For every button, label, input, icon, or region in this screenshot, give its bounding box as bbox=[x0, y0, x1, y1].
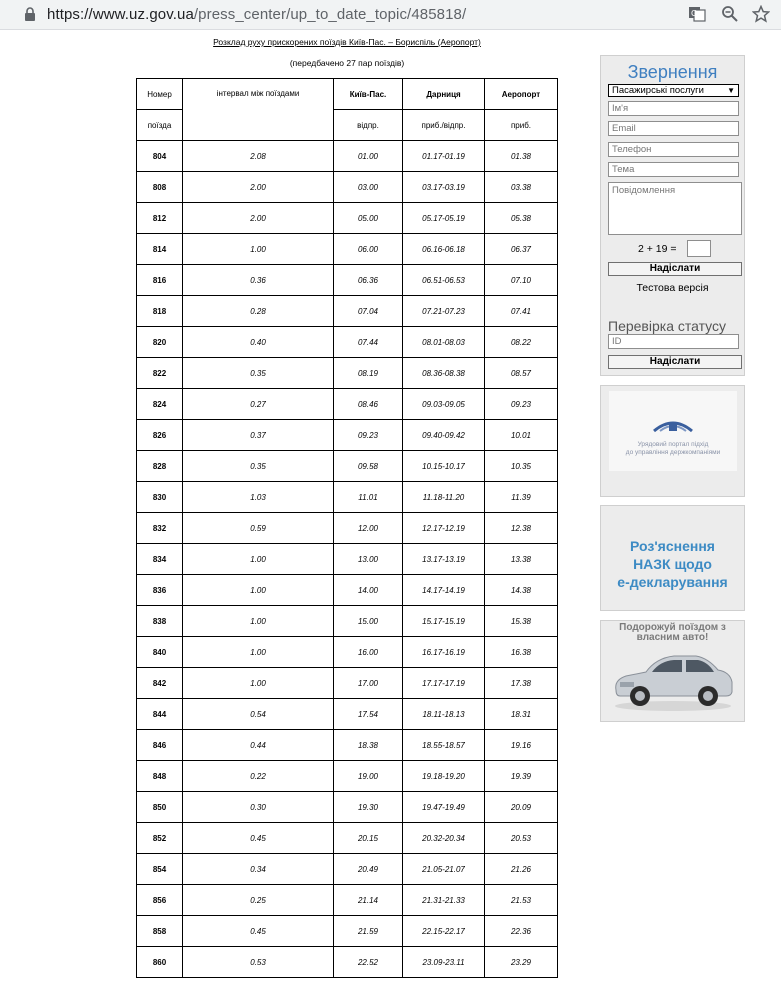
car-line-1: Подорожуй поїздом з bbox=[619, 622, 726, 633]
train-number-cell: 816 bbox=[137, 265, 183, 296]
darnytsia-times-cell: 10.15-10.17 bbox=[403, 451, 485, 482]
darnytsia-times-cell: 21.05-21.07 bbox=[403, 854, 485, 885]
interval-cell: 1.00 bbox=[183, 575, 334, 606]
table-row bbox=[137, 947, 558, 978]
table-row bbox=[137, 234, 558, 265]
darnytsia-times-cell: 15.17-15.19 bbox=[403, 606, 485, 637]
interval-cell: 0.53 bbox=[183, 947, 334, 978]
airport-arrival-cell: 09.23 bbox=[485, 389, 558, 420]
table-row bbox=[137, 389, 558, 420]
darnytsia-times-cell: 20.32-20.34 bbox=[403, 823, 485, 854]
kyiv-departure-cell: 21.59 bbox=[334, 916, 403, 947]
darnytsia-times-cell: 22.15-22.17 bbox=[403, 916, 485, 947]
airport-arrival-cell: 14.38 bbox=[485, 575, 558, 606]
train-number-cell: 812 bbox=[137, 203, 183, 234]
darnytsia-times-cell: 14.17-14.19 bbox=[403, 575, 485, 606]
table-row bbox=[137, 265, 558, 296]
header-darnytsia-sub: приб./відпр. bbox=[403, 110, 485, 141]
url-host: https://www.uz.gov.ua bbox=[47, 6, 194, 23]
translate-icon[interactable] bbox=[688, 5, 706, 23]
header-interval: інтервал між поїздами bbox=[183, 79, 334, 141]
name-input[interactable]: Ім'я bbox=[608, 101, 739, 116]
airport-arrival-cell: 15.38 bbox=[485, 606, 558, 637]
train-number-cell: 844 bbox=[137, 699, 183, 730]
interval-cell: 0.34 bbox=[183, 854, 334, 885]
train-number-cell: 820 bbox=[137, 327, 183, 358]
airport-arrival-cell: 19.16 bbox=[485, 730, 558, 761]
captcha-question: 2 + 19 = bbox=[638, 243, 677, 255]
table-row bbox=[137, 513, 558, 544]
zoom-icon[interactable] bbox=[721, 5, 739, 23]
status-send-button[interactable]: Надіслати bbox=[608, 355, 742, 369]
interval-cell: 0.44 bbox=[183, 730, 334, 761]
header-airport: Аеропорт bbox=[485, 79, 558, 110]
table-row bbox=[137, 854, 558, 885]
header-number: Номер bbox=[137, 79, 183, 110]
kyiv-departure-cell: 19.30 bbox=[334, 792, 403, 823]
interval-cell: 1.00 bbox=[183, 668, 334, 699]
airport-arrival-cell: 12.38 bbox=[485, 513, 558, 544]
kyiv-departure-cell: 12.00 bbox=[334, 513, 403, 544]
message-textarea[interactable]: Повідомлення bbox=[608, 182, 742, 235]
darnytsia-times-cell: 05.17-05.19 bbox=[403, 203, 485, 234]
darnytsia-times-cell: 12.17-12.19 bbox=[403, 513, 485, 544]
car-line-2: власним авто! bbox=[636, 632, 709, 643]
interval-cell: 2.08 bbox=[183, 141, 334, 172]
airport-arrival-cell: 01.38 bbox=[485, 141, 558, 172]
dropdown-arrow-icon: ▼ bbox=[727, 86, 735, 95]
kyiv-departure-cell: 09.23 bbox=[334, 420, 403, 451]
train-number-cell: 826 bbox=[137, 420, 183, 451]
kyiv-departure-cell: 21.14 bbox=[334, 885, 403, 916]
kyiv-departure-cell: 06.00 bbox=[334, 234, 403, 265]
airport-arrival-cell: 23.29 bbox=[485, 947, 558, 978]
interval-cell: 0.45 bbox=[183, 823, 334, 854]
train-number-cell: 858 bbox=[137, 916, 183, 947]
table-row bbox=[137, 916, 558, 947]
train-number-cell: 808 bbox=[137, 172, 183, 203]
header-airport-sub: приб. bbox=[485, 110, 558, 141]
train-number-cell: 842 bbox=[137, 668, 183, 699]
feedback-title: Звернення bbox=[627, 62, 718, 82]
airport-arrival-cell: 08.22 bbox=[485, 327, 558, 358]
interval-cell: 0.45 bbox=[183, 916, 334, 947]
interval-cell: 2.00 bbox=[183, 203, 334, 234]
table-row bbox=[137, 730, 558, 761]
interval-cell: 0.27 bbox=[183, 389, 334, 420]
interval-cell: 1.00 bbox=[183, 234, 334, 265]
train-number-cell: 856 bbox=[137, 885, 183, 916]
table-row bbox=[137, 823, 558, 854]
airport-arrival-cell: 22.36 bbox=[485, 916, 558, 947]
category-value: Пасажирські послуги bbox=[612, 85, 704, 96]
airport-arrival-cell: 18.31 bbox=[485, 699, 558, 730]
table-row bbox=[137, 699, 558, 730]
train-number-cell: 814 bbox=[137, 234, 183, 265]
table-row bbox=[137, 606, 558, 637]
interval-cell: 0.35 bbox=[183, 451, 334, 482]
interval-cell: 0.28 bbox=[183, 296, 334, 327]
bookmark-star-icon[interactable] bbox=[752, 5, 770, 23]
darnytsia-times-cell: 06.51-06.53 bbox=[403, 265, 485, 296]
subject-input[interactable]: Тема bbox=[608, 162, 739, 177]
header-kyiv: Київ-Пас. bbox=[334, 79, 403, 110]
train-number-cell: 824 bbox=[137, 389, 183, 420]
darnytsia-times-cell: 19.47-19.49 bbox=[403, 792, 485, 823]
interval-cell: 0.59 bbox=[183, 513, 334, 544]
kyiv-departure-cell: 14.00 bbox=[334, 575, 403, 606]
darnytsia-times-cell: 03.17-03.19 bbox=[403, 172, 485, 203]
airport-arrival-cell: 20.53 bbox=[485, 823, 558, 854]
darnytsia-times-cell: 07.21-07.23 bbox=[403, 296, 485, 327]
category-select[interactable] bbox=[608, 84, 739, 97]
nazk-line-2: НАЗК щодо bbox=[633, 556, 712, 572]
kyiv-departure-cell: 01.00 bbox=[334, 141, 403, 172]
nazk-line-1: Роз'яснення bbox=[630, 538, 715, 554]
train-number-cell: 804 bbox=[137, 141, 183, 172]
table-row bbox=[137, 792, 558, 823]
browser-address-bar bbox=[0, 0, 781, 30]
airport-arrival-cell: 03.38 bbox=[485, 172, 558, 203]
send-button[interactable]: Надіслати bbox=[608, 262, 742, 276]
kyiv-departure-cell: 20.15 bbox=[334, 823, 403, 854]
url-path: /press_center/up_to_date_topic/485818/ bbox=[193, 6, 467, 23]
airport-arrival-cell: 20.09 bbox=[485, 792, 558, 823]
airport-arrival-cell: 13.38 bbox=[485, 544, 558, 575]
table-row bbox=[137, 575, 558, 606]
train-number-cell: 836 bbox=[137, 575, 183, 606]
darnytsia-times-cell: 21.31-21.33 bbox=[403, 885, 485, 916]
kyiv-departure-cell: 08.46 bbox=[334, 389, 403, 420]
table-row bbox=[137, 482, 558, 513]
interval-cell: 0.30 bbox=[183, 792, 334, 823]
kyiv-departure-cell: 05.00 bbox=[334, 203, 403, 234]
airport-arrival-cell: 16.38 bbox=[485, 637, 558, 668]
schedule-table bbox=[136, 78, 558, 978]
airport-arrival-cell: 17.38 bbox=[485, 668, 558, 699]
airport-arrival-cell: 08.57 bbox=[485, 358, 558, 389]
table-row bbox=[137, 358, 558, 389]
kyiv-departure-cell: 08.19 bbox=[334, 358, 403, 389]
table-row bbox=[137, 544, 558, 575]
train-number-cell: 818 bbox=[137, 296, 183, 327]
phone-input[interactable]: Телефон bbox=[608, 142, 739, 157]
darnytsia-times-cell: 06.16-06.18 bbox=[403, 234, 485, 265]
schedule-subtitle: (передбачено 27 пар поїздів) bbox=[289, 58, 405, 68]
interval-cell: 1.00 bbox=[183, 544, 334, 575]
kyiv-departure-cell: 20.49 bbox=[334, 854, 403, 885]
kyiv-departure-cell: 13.00 bbox=[334, 544, 403, 575]
train-number-cell: 860 bbox=[137, 947, 183, 978]
darnytsia-times-cell: 09.40-09.42 bbox=[403, 420, 485, 451]
train-number-cell: 848 bbox=[137, 761, 183, 792]
darnytsia-times-cell: 08.36-08.38 bbox=[403, 358, 485, 389]
gov-text-2: до управління держкомпаніями bbox=[625, 449, 721, 456]
car-icon bbox=[610, 646, 736, 712]
airport-arrival-cell: 19.39 bbox=[485, 761, 558, 792]
darnytsia-times-cell: 18.55-18.57 bbox=[403, 730, 485, 761]
train-number-cell: 852 bbox=[137, 823, 183, 854]
kyiv-departure-cell: 17.00 bbox=[334, 668, 403, 699]
darnytsia-times-cell: 17.17-17.19 bbox=[403, 668, 485, 699]
train-number-cell: 830 bbox=[137, 482, 183, 513]
schedule-title-link[interactable]: Розклад руху прискорених поїздів Київ-Пас. – Бориспіль (Аеропорт) bbox=[213, 37, 481, 47]
kyiv-departure-cell: 03.00 bbox=[334, 172, 403, 203]
table-row bbox=[137, 761, 558, 792]
kyiv-departure-cell: 07.04 bbox=[334, 296, 403, 327]
interval-cell: 1.03 bbox=[183, 482, 334, 513]
darnytsia-times-cell: 23.09-23.11 bbox=[403, 947, 485, 978]
train-number-cell: 846 bbox=[137, 730, 183, 761]
lock-icon bbox=[25, 7, 35, 21]
kyiv-departure-cell: 22.52 bbox=[334, 947, 403, 978]
table-row bbox=[137, 296, 558, 327]
email-input[interactable]: Email bbox=[608, 121, 739, 136]
car-travel-banner[interactable] bbox=[600, 620, 745, 722]
train-number-cell: 838 bbox=[137, 606, 183, 637]
gov-portal-banner[interactable] bbox=[600, 385, 745, 497]
kyiv-departure-cell: 19.00 bbox=[334, 761, 403, 792]
interval-cell: 0.37 bbox=[183, 420, 334, 451]
test-version-label: Тестова версія bbox=[636, 282, 709, 294]
train-number-cell: 832 bbox=[137, 513, 183, 544]
svg-text:G: G bbox=[691, 9, 698, 18]
table-row bbox=[137, 451, 558, 482]
interval-cell: 0.54 bbox=[183, 699, 334, 730]
train-number-cell: 822 bbox=[137, 358, 183, 389]
kyiv-departure-cell: 17.54 bbox=[334, 699, 403, 730]
url-field[interactable] bbox=[47, 6, 466, 23]
train-number-cell: 850 bbox=[137, 792, 183, 823]
header-number-sub: поїзда bbox=[137, 110, 183, 141]
airport-arrival-cell: 10.35 bbox=[485, 451, 558, 482]
gov-logo-icon bbox=[652, 413, 694, 437]
interval-cell: 0.36 bbox=[183, 265, 334, 296]
interval-cell: 1.00 bbox=[183, 606, 334, 637]
airport-arrival-cell: 07.41 bbox=[485, 296, 558, 327]
airport-arrival-cell: 10.01 bbox=[485, 420, 558, 451]
table-row bbox=[137, 203, 558, 234]
nazk-banner[interactable] bbox=[600, 505, 745, 611]
status-id-input[interactable]: ID bbox=[608, 334, 739, 349]
darnytsia-times-cell: 13.17-13.19 bbox=[403, 544, 485, 575]
kyiv-departure-cell: 06.36 bbox=[334, 265, 403, 296]
kyiv-departure-cell: 07.44 bbox=[334, 327, 403, 358]
airport-arrival-cell: 21.53 bbox=[485, 885, 558, 916]
kyiv-departure-cell: 15.00 bbox=[334, 606, 403, 637]
table-row bbox=[137, 668, 558, 699]
table-row bbox=[137, 637, 558, 668]
interval-cell: 0.40 bbox=[183, 327, 334, 358]
darnytsia-times-cell: 08.01-08.03 bbox=[403, 327, 485, 358]
kyiv-departure-cell: 16.00 bbox=[334, 637, 403, 668]
captcha-input[interactable] bbox=[687, 240, 711, 257]
table-row bbox=[137, 172, 558, 203]
table-row bbox=[137, 420, 558, 451]
train-number-cell: 840 bbox=[137, 637, 183, 668]
airport-arrival-cell: 21.26 bbox=[485, 854, 558, 885]
airport-arrival-cell: 11.39 bbox=[485, 482, 558, 513]
header-darnytsia: Дарниця bbox=[403, 79, 485, 110]
interval-cell: 0.35 bbox=[183, 358, 334, 389]
interval-cell: 1.00 bbox=[183, 637, 334, 668]
interval-cell: 2.00 bbox=[183, 172, 334, 203]
darnytsia-times-cell: 01.17-01.19 bbox=[403, 141, 485, 172]
feedback-panel bbox=[600, 55, 745, 376]
airport-arrival-cell: 05.38 bbox=[485, 203, 558, 234]
kyiv-departure-cell: 18.38 bbox=[334, 730, 403, 761]
darnytsia-times-cell: 11.18-11.20 bbox=[403, 482, 485, 513]
darnytsia-times-cell: 18.11-18.13 bbox=[403, 699, 485, 730]
table-header-row bbox=[137, 79, 558, 110]
gov-text-1: Урядовий портал підхід bbox=[637, 441, 709, 448]
table-row bbox=[137, 885, 558, 916]
train-number-cell: 834 bbox=[137, 544, 183, 575]
train-number-cell: 854 bbox=[137, 854, 183, 885]
gov-banner-image bbox=[609, 391, 737, 471]
airport-arrival-cell: 06.37 bbox=[485, 234, 558, 265]
kyiv-departure-cell: 11.01 bbox=[334, 482, 403, 513]
darnytsia-times-cell: 09.03-09.05 bbox=[403, 389, 485, 420]
nazk-line-3: е-декларування bbox=[617, 574, 728, 590]
darnytsia-times-cell: 19.18-19.20 bbox=[403, 761, 485, 792]
table-row bbox=[137, 327, 558, 358]
interval-cell: 0.25 bbox=[183, 885, 334, 916]
status-check-title: Перевірка статусу bbox=[608, 318, 727, 334]
train-number-cell: 828 bbox=[137, 451, 183, 482]
interval-cell: 0.22 bbox=[183, 761, 334, 792]
table-row bbox=[137, 141, 558, 172]
kyiv-departure-cell: 09.58 bbox=[334, 451, 403, 482]
darnytsia-times-cell: 16.17-16.19 bbox=[403, 637, 485, 668]
airport-arrival-cell: 07.10 bbox=[485, 265, 558, 296]
header-kyiv-sub: відпр. bbox=[334, 110, 403, 141]
